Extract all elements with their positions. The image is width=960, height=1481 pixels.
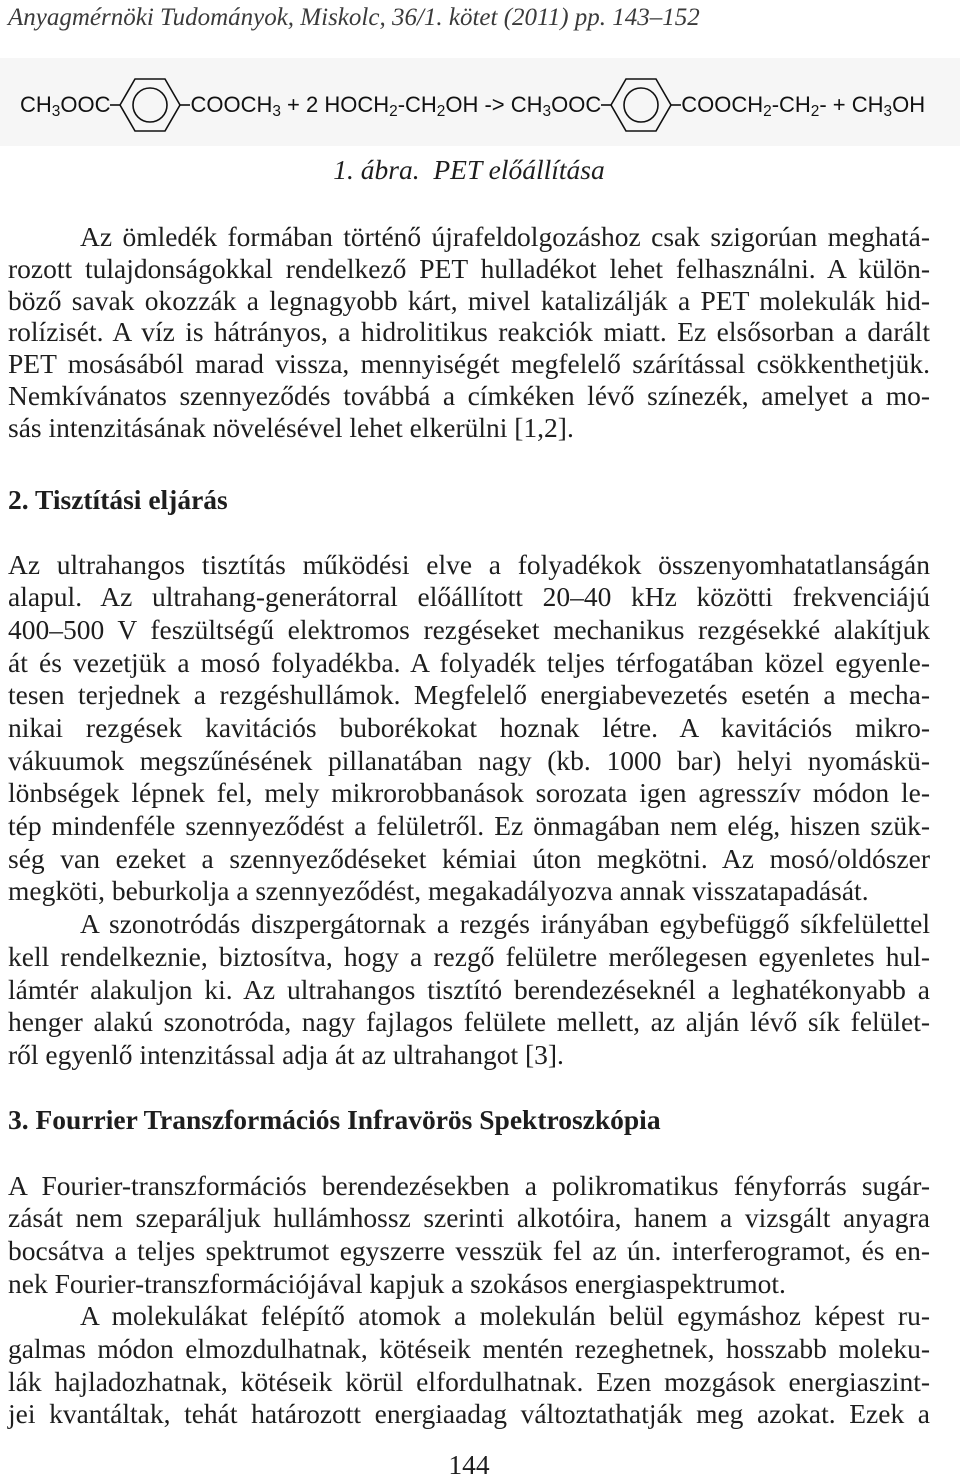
- equation-subscript: 3: [272, 102, 281, 120]
- paragraph-line: rozott tulajdonságokkal rendelkező PET hulladékot lehet felhasználni. A külön-: [8, 252, 930, 284]
- paragraph: [8, 221, 930, 444]
- reaction-equation: [20, 74, 925, 136]
- paragraph-line: 400–500 V feszültségű elektromos rezgéseket mechanikus rezgésekké alakítjuk: [8, 613, 930, 645]
- equation-subscript: 2: [810, 102, 820, 120]
- section-body: [8, 1170, 930, 1432]
- paragraph-line: jei kvantáltak, tehát határozott energiaadag változtathatják meg azokat. Ezek a: [8, 1398, 930, 1430]
- paragraph-line: Nemkívánatos szennyeződés továbbá a címkéken lévő színezék, amelyet a mo-: [8, 379, 930, 411]
- paragraph-line: tesen terjednek a rezgéshullámok. Megfelelő energiabevezetés esetén a mecha-: [8, 679, 930, 711]
- paragraph-line: henger alakú szonotróda, nagy fajlagos felülete mellett, az alján lévő sík felület-: [8, 1006, 930, 1038]
- paragraph-line: PET mosásából marad vissza, mennyiségét megfelelő szárítással csökkenthetjük.: [8, 348, 930, 380]
- equation-text: OH: [892, 92, 926, 117]
- equation-segment: [20, 92, 110, 118]
- benzene-ring: [110, 74, 190, 136]
- equation-text: -CH: [771, 92, 811, 117]
- equation-text: COOCH: [190, 92, 273, 117]
- equation-segment: [681, 92, 925, 118]
- paragraph-line: nikai rezgések kavitációs buborékokat hoznak létre. A kavitációs mikro-: [8, 712, 930, 744]
- paragraph-line: lák hajladozhatnak, kötéseik körül elfordulhatnak. Ezen mozgások energiaszint-: [8, 1365, 930, 1397]
- equation-subscript: 2: [763, 102, 772, 120]
- paragraph-line: ség van ezeket a szennyeződéseket kémiai úton megkötni. Az mosó/oldószer: [8, 842, 930, 874]
- equation-subscript: 3: [883, 102, 893, 120]
- paragraph-line: böző savak okozzák a legnagyobb kárt, mivel katalizálják a PET molekulák hid-: [8, 284, 930, 316]
- equation-text: COOCH: [681, 92, 764, 117]
- equation-text: -CH: [397, 92, 437, 117]
- paragraph-line: A molekulákat felépítő atomok a molekulán belül egymáshoz képest ru-: [80, 1300, 930, 1332]
- equation-subscript: 2: [436, 102, 446, 120]
- equation-subscript: 3: [51, 102, 61, 120]
- equation-text: CH: [20, 92, 52, 117]
- paragraph-line: alapul. Az ultrahang-generátorral előállított 20–40 kHz közötti frekvenciájú: [8, 581, 930, 613]
- paragraph-line: nek Fourier-transzformációjával kapjuk a szokásos energiaspektrumot.: [8, 1267, 786, 1299]
- paragraph-line: zását nem szeparáljuk hullámhossz szerinti alkotóira, hanem a vizsgált anyagra: [8, 1202, 930, 1234]
- equation-subscript: 2: [389, 102, 398, 120]
- paragraph: [8, 908, 930, 1071]
- section-heading: 2. Tisztítási eljárás: [8, 484, 228, 515]
- equation-text: - + CH: [819, 92, 884, 117]
- section-body: [8, 549, 930, 1072]
- equation-subscript: 3: [542, 102, 552, 120]
- paragraph-line: Az ömledék formában történő újrafeldolgozáshoz csak szigorúan meghatá-: [80, 221, 930, 252]
- paragraph-line: ről egyenlő intenzitással adja át az ultrahangot [3].: [8, 1038, 564, 1070]
- paragraph-line: rolízisét. A víz is hátrányos, a hidrolitikus reakciók miatt. Ez elsősorban a darált: [8, 316, 930, 348]
- paragraph-line: galmas módon elmozdulhatnak, kötéseik mentén rezeghetnek, hosszabb moleku-: [8, 1333, 930, 1365]
- paragraph-line: Az ultrahangos tisztítás működési elve a folyadékok összenyomhatatlanságán: [8, 548, 930, 580]
- paragraph-line: A szonotródás diszpergátornak a rezgés irányában egybefüggő síkfelülettel: [80, 908, 930, 940]
- equation-segment: [190, 92, 601, 118]
- figure-caption: 1. ábra. PET előállítása: [333, 154, 605, 185]
- paragraph: [8, 549, 930, 909]
- paragraph-line: lönbségek lépnek fel, mely mikrorobbanások sorozata igen agresszív módon le-: [8, 777, 930, 809]
- paragraph-line: vákuumok megszűnésének pillanatában nagy (kb. 1000 bar) helyi nyomáskü-: [8, 744, 930, 776]
- equation-text: OOC: [60, 92, 111, 117]
- section-heading: 3. Fourrier Transzformációs Infravörös Spektroszkópia: [8, 1103, 661, 1135]
- running-header: Anyagmérnöki Tudományok, Miskolc, 36/1. kötet (2011) pp. 143–152: [8, 4, 700, 31]
- paragraph-line: sás intenzitásának növelésével lehet elkerülni [1,2].: [8, 411, 574, 443]
- paragraph-line: kell rendelkeznie, biztosítva, hogy a rezgő felületre merőlegesen egyenletes hul-: [8, 940, 930, 972]
- benzene-ring: [601, 74, 681, 136]
- paragraph-line: lámtér alakuljon ki. Az ultrahangos tisztító berendezéseknél a leghatékonyabb a: [8, 973, 930, 1005]
- equation-text: OH -> CH: [445, 92, 543, 117]
- paragraph-line: A Fourier-transzformációs berendezésekben a polikromatikus fényforrás sugár-: [8, 1169, 930, 1201]
- paragraph: [8, 1300, 930, 1431]
- paragraph-line: bocsátva a teljes spektrumot egyszerre vesszük fel az ún. interferogramot, és en-: [8, 1234, 930, 1266]
- paragraph: [8, 1170, 930, 1301]
- paragraph-line: tép mindenféle szennyeződést a felületről. Ez önmagában nem elég, hiszen szük-: [8, 810, 930, 842]
- page-number: 144: [448, 1449, 490, 1480]
- paragraph-line: át és vezetjük a mosó folyadékba. A folyadék teljes térfogatában közel egyenle-: [8, 646, 930, 678]
- equation-text: OOC: [551, 92, 602, 117]
- equation-text: + 2 HOCH: [280, 92, 390, 117]
- paragraph-line: megköti, beburkolja a szennyeződést, megakadályozva annak visszatapadását.: [8, 875, 869, 907]
